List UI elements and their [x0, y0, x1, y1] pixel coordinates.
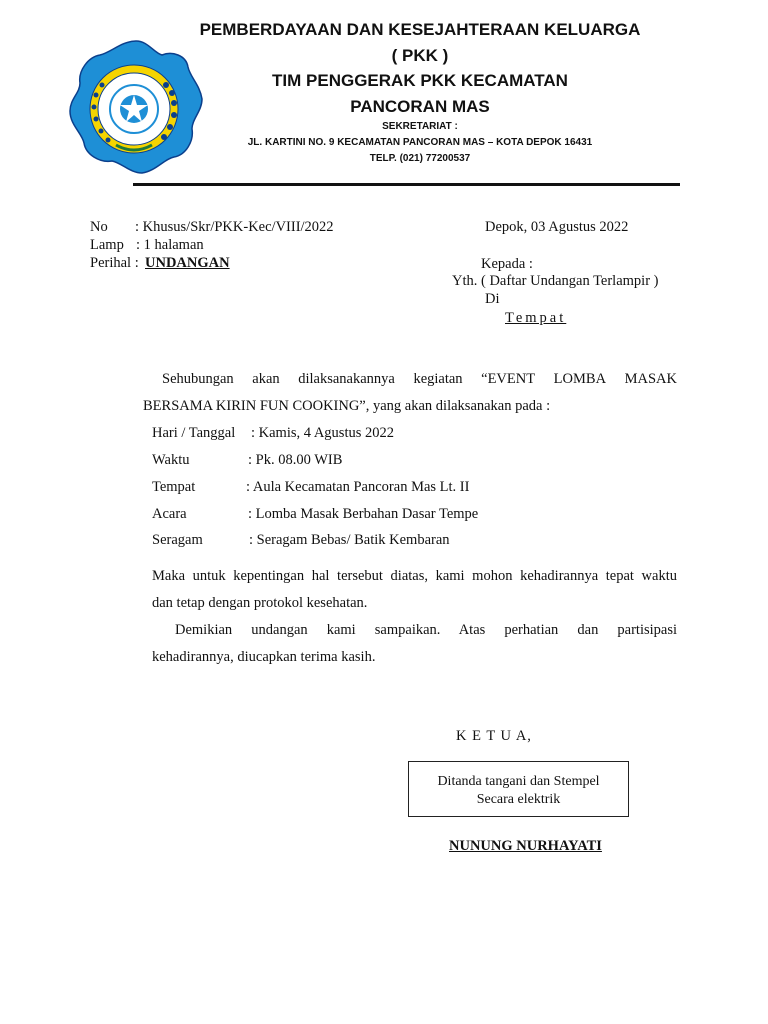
recipient-line: Yth. ( Daftar Undangan Terlampir )	[452, 273, 659, 289]
lamp-label: Lamp	[90, 237, 124, 253]
phone-line: TELP. (021) 77200537	[369, 153, 471, 164]
e-signature-line1: Ditanda tangani dan Stempel	[437, 774, 600, 789]
kepada-label: Kepada :	[481, 256, 533, 272]
detail-value-day: : Kamis, 4 Agustus 2022	[251, 425, 394, 441]
perihal-value: UNDANGAN	[145, 255, 230, 271]
e-signature-line2: Secara elektrik	[476, 792, 561, 807]
detail-label-event: Acara	[152, 506, 187, 522]
intro-line1	[162, 371, 677, 388]
para2-line2: dan tetap dengan protokol kesehatan.	[152, 595, 368, 611]
intro-word: kegiatan	[413, 371, 463, 387]
detail-value-place: : Aula Kecamatan Pancoran Mas Lt. II	[246, 479, 470, 495]
intro-word: LOMBA	[553, 371, 607, 387]
detail-label-uniform: Seragam	[152, 532, 203, 548]
detail-label-day: Hari / Tanggal	[152, 425, 236, 441]
signature-title: K E T U A,	[456, 728, 532, 744]
para2-line1: Maka untuk kepentingan hal tersebut diatas, kami mohon kehadirannya tepat waktu	[152, 568, 677, 584]
intro-word: “EVENT	[481, 371, 536, 387]
letter-date: Depok, 03 Agustus 2022	[485, 219, 629, 235]
lamp-value: : 1 halaman	[136, 237, 204, 253]
perihal-label: Perihal :	[90, 255, 139, 271]
intro-word: dilaksanakannya	[298, 371, 395, 387]
detail-value-event: : Lomba Masak Berbahan Dasar Tempe	[248, 506, 479, 522]
intro-word: MASAK	[624, 371, 677, 387]
detail-value-time: : Pk. 08.00 WIB	[248, 452, 343, 468]
e-signature-box	[408, 761, 629, 817]
org-name-line3: TIM PENGGERAK PKK KECAMATAN	[272, 71, 568, 90]
signatory-name: NUNUNG NURHAYATI	[449, 838, 602, 854]
address-line: JL. KARTINI NO. 9 KECAMATAN PANCORAN MAS – KOTA DEPOK 16431	[247, 137, 593, 148]
secretariat-label: SEKRETARIAT :	[382, 121, 458, 132]
para3-line2: kehadirannya, diucapkan terima kasih.	[152, 649, 376, 665]
no-label: No	[90, 219, 108, 235]
intro-word: Sehubungan	[162, 371, 234, 387]
intro-line2: BERSAMA KIRIN FUN COOKING”, yang akan dilaksanakan pada :	[143, 398, 551, 414]
para3-line1: Demikian undangan kami sampaikan. Atas perhatian dan partisipasi	[175, 622, 677, 638]
intro-word: akan	[252, 371, 280, 387]
detail-label-time: Waktu	[152, 452, 190, 468]
org-name-line2: ( PKK )	[391, 46, 449, 65]
detail-label-place: Tempat	[152, 479, 196, 495]
detail-value-uniform: : Seragam Bebas/ Batik Kembaran	[249, 532, 450, 548]
di-label: Di	[485, 291, 500, 307]
tempat-label: Tempat	[505, 310, 567, 326]
org-name-line1: PEMBERDAYAAN DAN KESEJAHTERAAN KELUARGA	[199, 20, 641, 39]
org-name-line4: PANCORAN MAS	[350, 97, 490, 116]
header-divider	[133, 183, 680, 186]
no-value: : Khusus/Skr/PKK-Kec/VIII/2022	[135, 219, 334, 235]
